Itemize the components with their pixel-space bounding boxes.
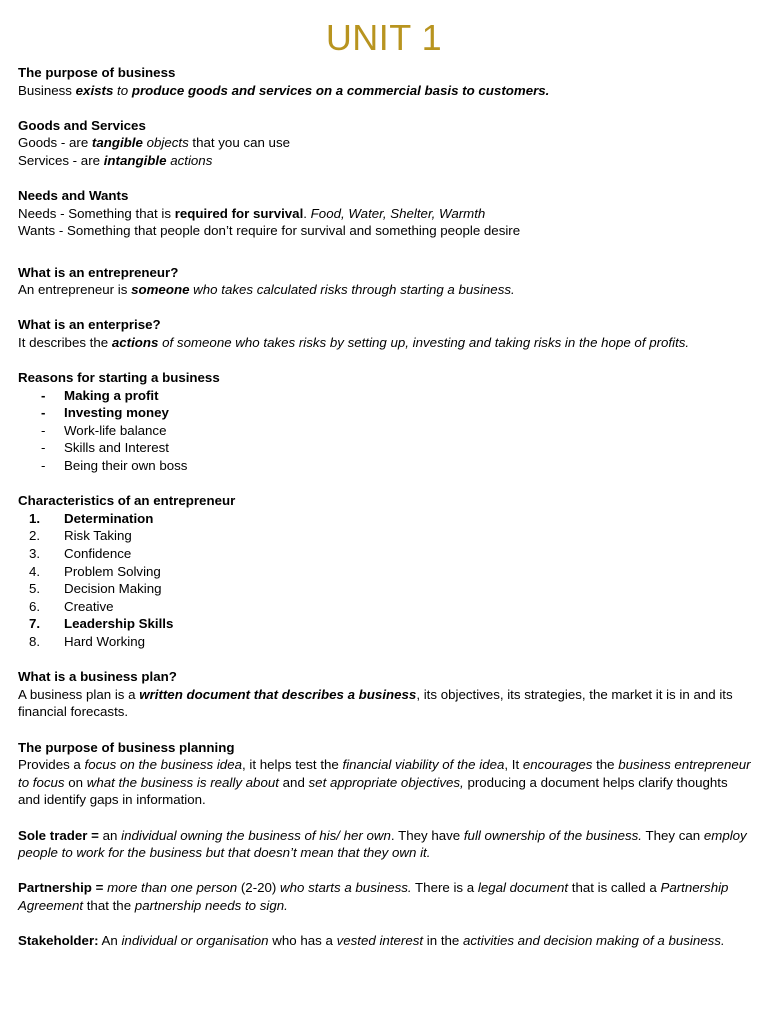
text: , It — [504, 757, 523, 773]
text: in the — [423, 933, 463, 949]
list-item-text: Making a profit — [64, 387, 159, 403]
text: An — [98, 933, 122, 949]
section-business-planning — [18, 739, 753, 809]
list-item — [18, 422, 753, 440]
text-italic: more than one person — [107, 880, 238, 896]
document-page — [18, 0, 753, 950]
paragraph — [18, 756, 753, 809]
reasons-list — [18, 387, 753, 475]
text-italic: vested interest — [336, 933, 424, 949]
paragraph — [18, 879, 753, 914]
text-italic: full ownership of the business. — [463, 827, 642, 843]
text: that you can use — [188, 135, 290, 151]
text-italic: objects — [142, 135, 189, 151]
list-item-text: Determination — [64, 510, 154, 526]
paragraph — [18, 932, 753, 950]
text: and — [278, 774, 309, 790]
text: . They have — [390, 827, 464, 843]
section-heading: Goods and Services — [18, 117, 146, 133]
list-item-text: Creative — [64, 598, 114, 614]
list-item — [18, 598, 753, 616]
section-heading: What is an entrepreneur? — [18, 264, 179, 280]
text-bold-italic: actions — [111, 334, 159, 350]
dash-marker: - — [41, 440, 46, 456]
section-needs-wants — [18, 187, 753, 240]
list-item — [18, 527, 753, 545]
number-marker: 6. — [29, 598, 41, 614]
text-bold: required for survival — [174, 205, 304, 221]
text-bold-italic: intangible — [103, 152, 167, 168]
section-heading: What is an enterprise? — [18, 317, 161, 333]
text-italic: of someone who takes risks by setting up, investing and taking risks in the hope of profits. — [158, 334, 690, 350]
paragraph — [18, 134, 753, 152]
text-italic: to — [113, 82, 132, 98]
page-title: UNIT 1 — [325, 17, 443, 58]
text: Goods - are — [18, 135, 92, 151]
paragraph — [18, 281, 753, 299]
number-marker: 4. — [29, 563, 41, 579]
text: An entrepreneur is — [18, 282, 132, 298]
text: A business plan is a — [18, 686, 140, 702]
section-characteristics — [18, 492, 753, 650]
section-stakeholder — [18, 932, 753, 950]
paragraph — [18, 686, 753, 721]
term-label: Stakeholder: — [18, 933, 99, 949]
list-item — [18, 439, 753, 457]
paragraph — [18, 827, 753, 862]
text: producing a document helps clarify thoughts and identify gaps in information. — [18, 774, 728, 808]
text-italic: financial viability of the idea — [342, 757, 505, 773]
text: Needs - Something that is — [18, 205, 175, 221]
list-item — [18, 580, 753, 598]
characteristics-list — [18, 510, 753, 651]
list-item-text: Problem Solving — [64, 563, 161, 579]
list-item-text: Confidence — [64, 546, 132, 562]
section-partnership — [18, 879, 753, 914]
text: , its objectives, its strategies, the market it is in and its financial forecasts. — [18, 686, 733, 720]
text-italic: legal document — [477, 880, 569, 896]
text-italic: individual or organisation — [121, 933, 269, 949]
text-italic: actions — [166, 152, 213, 168]
text-italic: employ people to work for the business but that doesn’t mean that they own it. — [18, 827, 747, 861]
number-marker: 7. — [29, 616, 41, 632]
paragraph — [18, 82, 753, 100]
dash-marker: - — [41, 422, 46, 438]
text: the — [592, 757, 619, 773]
section-heading: Needs and Wants — [18, 188, 129, 204]
text-bold-italic: produce goods and services on a commercial basis to customers. — [131, 82, 550, 98]
number-marker: 2. — [29, 528, 41, 544]
list-item — [18, 457, 753, 475]
paragraph — [18, 205, 753, 223]
term-label: Partnership = — [18, 880, 104, 896]
list-item — [18, 615, 753, 633]
list-item — [18, 404, 753, 422]
text-italic: individual owning the business of his/ her own — [121, 827, 391, 843]
list-item — [18, 563, 753, 581]
text-italic: what the business is really about — [86, 774, 279, 790]
list-item-text: Hard Working — [64, 634, 146, 649]
text-italic: focus on the business idea — [84, 757, 242, 773]
text-italic: business entrepreneur to focus — [18, 757, 751, 790]
paragraph — [18, 334, 753, 352]
list-item-text: Decision Making — [64, 581, 162, 597]
section-business-plan — [18, 668, 753, 721]
term-label: Sole trader = — [18, 827, 99, 843]
text: They can — [642, 827, 704, 843]
text-italic: Food, Water, Shelter, Warmth — [310, 205, 486, 221]
text: that the — [83, 897, 135, 913]
text: Provides a — [18, 757, 85, 773]
text-bold-italic: someone — [131, 282, 190, 298]
text: on — [64, 774, 87, 790]
number-marker: 5. — [29, 581, 41, 597]
text: It describes the — [18, 334, 112, 350]
text-bold-italic: tangible — [91, 135, 143, 151]
section-heading: The purpose of business — [18, 65, 176, 80]
section-heading: What is a business plan? — [18, 669, 177, 685]
list-item-text: Work-life balance — [64, 422, 167, 438]
section-reasons — [18, 369, 753, 475]
text-italic: encourages — [522, 757, 593, 773]
list-item-text: Leadership Skills — [64, 616, 174, 632]
text: that is called a — [568, 880, 661, 896]
paragraph: Wants - Something that people don’t require for survival and something people desire — [18, 223, 521, 239]
section-enterprise — [18, 316, 753, 351]
list-item — [18, 633, 753, 651]
list-item-text: Skills and Interest — [64, 440, 169, 456]
text: Services - are — [18, 152, 104, 168]
paragraph — [18, 152, 753, 170]
text-italic: set appropriate objectives, — [308, 774, 464, 790]
list-item — [18, 387, 753, 405]
dash-marker: - — [41, 405, 46, 421]
section-goods-services — [18, 117, 753, 170]
text: . — [303, 205, 311, 221]
text-bold-italic: written document that describes a business — [139, 686, 417, 702]
list-item-text: Risk Taking — [64, 528, 132, 544]
number-marker: 3. — [29, 546, 41, 562]
text: , it helps test the — [241, 757, 343, 773]
number-marker: 1. — [29, 510, 41, 526]
text: Business — [18, 82, 76, 98]
number-marker: 8. — [29, 634, 41, 649]
list-item-text: Investing money — [64, 405, 169, 421]
text: who has a — [268, 933, 337, 949]
text: (2-20) — [237, 880, 281, 896]
section-entrepreneur — [18, 264, 753, 299]
section-heading: Reasons for starting a business — [18, 370, 220, 386]
text: There is a — [411, 880, 478, 896]
list-item-text: Being their own boss — [64, 458, 188, 474]
text: an — [98, 827, 122, 843]
section-sole-trader — [18, 827, 753, 862]
dash-marker: - — [41, 458, 46, 474]
list-item — [18, 510, 753, 528]
list-item — [18, 545, 753, 563]
text-bold-italic: exists — [75, 82, 114, 98]
section-heading: The purpose of business planning — [18, 739, 235, 755]
section-purpose — [18, 64, 753, 99]
text-italic: partnership needs to sign. — [134, 897, 288, 913]
dash-marker: - — [41, 387, 46, 403]
text-italic: activities and decision making of a business. — [463, 933, 725, 949]
text-italic: who starts a business. — [280, 880, 412, 896]
section-heading: Characteristics of an entrepreneur — [18, 493, 236, 509]
text-italic: Partnership Agreement — [18, 880, 729, 913]
text-italic: who takes calculated risks through starting a business. — [189, 282, 515, 298]
